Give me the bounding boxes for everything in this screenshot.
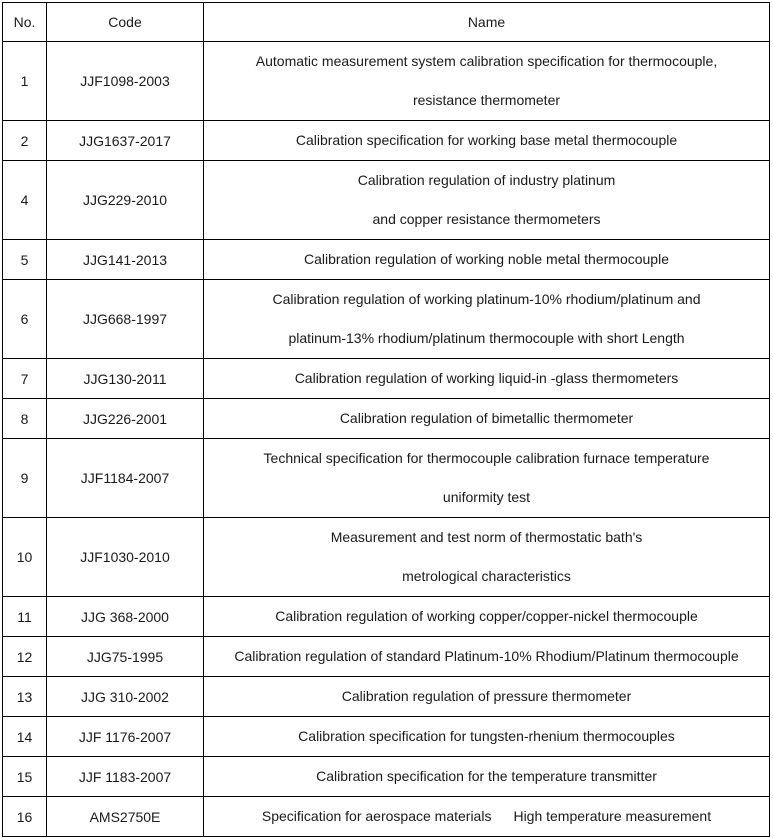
standard-name-line: uniformity test	[442, 489, 531, 505]
standard-name-line: metrological characteristics	[402, 568, 571, 584]
standard-name	[204, 677, 770, 717]
standard-name	[204, 399, 770, 439]
row-number: 9	[3, 439, 47, 518]
table-row	[3, 597, 770, 637]
standard-code: JJG229-2010	[47, 161, 204, 240]
header-code: Code	[47, 3, 204, 42]
standard-code: JJG226-2001	[47, 399, 204, 439]
table-row	[3, 359, 770, 399]
standard-code: JJF 1183-2007	[47, 757, 204, 797]
standard-name-line: Calibration regulation of working platinum-10% rhodium/platinum and	[272, 291, 701, 307]
row-number: 10	[3, 518, 47, 597]
standard-name-line: Calibration specification for working base metal thermocouple	[295, 132, 678, 148]
standard-code: JJG1637-2017	[47, 121, 204, 161]
standard-name-line: Calibration regulation of standard Platinum-10% Rhodium/Platinum thermocouple	[234, 648, 739, 664]
standard-name-line: Calibration regulation of pressure thermometer	[341, 688, 632, 704]
standard-name-line: and copper resistance thermometers	[372, 211, 601, 227]
standard-name	[204, 240, 770, 280]
standard-name-line: Calibration regulation of working copper/copper-nickel thermocouple	[275, 608, 698, 624]
header-no: No.	[3, 3, 47, 42]
row-number: 5	[3, 240, 47, 280]
standard-code: JJG130-2011	[47, 359, 204, 399]
standard-code: JJG75-1995	[47, 637, 204, 677]
row-number: 12	[3, 637, 47, 677]
standard-name-line: High temperature measurement	[513, 808, 712, 824]
row-number: 14	[3, 717, 47, 757]
row-number: 1	[3, 42, 47, 121]
standard-name-line: resistance thermometer	[412, 92, 561, 108]
row-number: 4	[3, 161, 47, 240]
standard-name	[204, 757, 770, 797]
standard-name	[204, 717, 770, 757]
standard-name-line: Measurement and test norm of thermostatic bath's	[330, 529, 643, 545]
standard-name	[204, 439, 770, 518]
table-row	[3, 121, 770, 161]
row-number: 15	[3, 757, 47, 797]
row-number: 11	[3, 597, 47, 637]
standard-name	[204, 597, 770, 637]
table-row	[3, 240, 770, 280]
row-number: 16	[3, 797, 47, 837]
standard-name	[204, 518, 770, 597]
standard-name-line: Automatic measurement system calibration specification for thermocouple,	[255, 53, 718, 69]
table-row	[3, 42, 770, 121]
header-name: Name	[204, 3, 770, 42]
standard-code: JJG 368-2000	[47, 597, 204, 637]
table-row	[3, 757, 770, 797]
table-body	[3, 42, 770, 837]
standard-code: JJF1184-2007	[47, 439, 204, 518]
row-number: 6	[3, 280, 47, 359]
table-row	[3, 637, 770, 677]
standard-name-line: Specification for aerospace materials	[261, 808, 492, 824]
header-row	[3, 3, 770, 42]
standard-code: JJF 1176-2007	[47, 717, 204, 757]
row-number: 2	[3, 121, 47, 161]
row-number: 7	[3, 359, 47, 399]
table-row	[3, 717, 770, 757]
standards-table	[2, 2, 770, 837]
row-number: 8	[3, 399, 47, 439]
standard-name-line: Technical specification for thermocouple calibration furnace temperature	[263, 450, 710, 466]
standard-name-line: Calibration specification for the temperature transmitter	[316, 768, 657, 784]
standard-code: JJG 310-2002	[47, 677, 204, 717]
standard-name-line: Calibration regulation of bimetallic thermometer	[339, 410, 634, 426]
standard-name	[204, 121, 770, 161]
table-row	[3, 797, 770, 837]
standard-name-line: Calibration regulation of working liquid-in -glass thermometers	[294, 370, 679, 386]
row-number: 13	[3, 677, 47, 717]
standard-name	[204, 42, 770, 121]
standard-name-line: Calibration regulation of industry platinum	[357, 172, 616, 188]
standard-name-line: Calibration specification for tungsten-rhenium thermocouples	[298, 728, 675, 744]
table-row	[3, 161, 770, 240]
standard-name	[204, 637, 770, 677]
table-row	[3, 677, 770, 717]
standard-name-line: platinum-13% rhodium/platinum thermocouple with short Length	[288, 330, 685, 346]
standard-code: JJF1098-2003	[47, 42, 204, 121]
table-row	[3, 280, 770, 359]
standard-code: AMS2750E	[47, 797, 204, 837]
standard-code: JJG668-1997	[47, 280, 204, 359]
table-row	[3, 399, 770, 439]
standard-name	[204, 161, 770, 240]
table-row	[3, 518, 770, 597]
table-row	[3, 439, 770, 518]
standard-code: JJF1030-2010	[47, 518, 204, 597]
standard-code: JJG141-2013	[47, 240, 204, 280]
standard-name-line: Calibration regulation of working noble metal thermocouple	[304, 251, 669, 267]
standard-name	[204, 280, 770, 359]
standard-name	[204, 797, 770, 837]
standard-name	[204, 359, 770, 399]
